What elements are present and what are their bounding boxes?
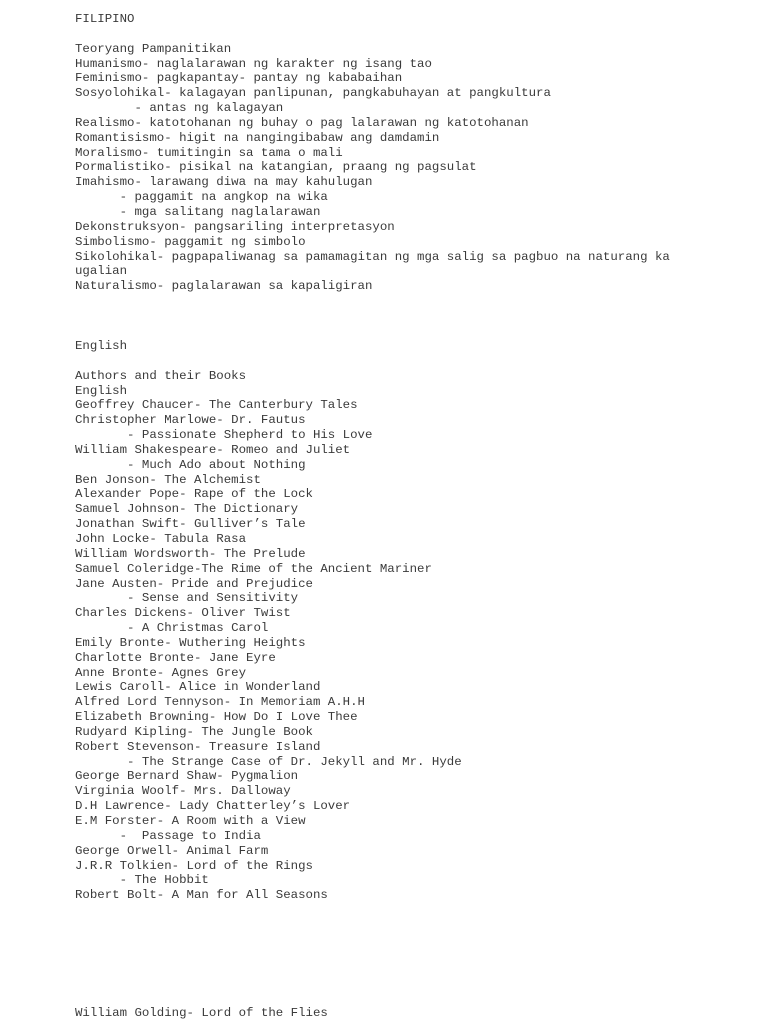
text-line: Elizabeth Browning- How Do I Love Thee [75, 710, 358, 725]
text-line: Humanismo- naglalarawan ng karakter ng isang tao [75, 56, 432, 71]
text-line [75, 354, 462, 369]
text-line: Robert Bolt- A Man for All Seasons [75, 888, 328, 903]
text-line: - Much Ado about Nothing [75, 457, 306, 472]
text-line: Christopher Marlowe- Dr. Fautus [75, 413, 306, 428]
text-line: Virginia Woolf- Mrs. Dalloway [75, 784, 291, 799]
text-line: Sikolohikal- pagpapaliwanag sa pamamagitan ng mga salig sa pagbuo na naturang ka [75, 249, 670, 264]
filipino-section [75, 12, 670, 294]
text-line: D.H Lawrence- Lady Chatterley’s Lover [75, 799, 351, 814]
text-line: Romantisismo- higit na nangingibabaw ang damdamin [75, 130, 440, 145]
text-line: Alfred Lord Tennyson- In Memoriam A.H.H [75, 695, 365, 710]
text-line: Charlotte Bronte- Jane Eyre [75, 650, 276, 665]
text-line: George Orwell- Animal Farm [75, 843, 269, 858]
text-line: William Golding- Lord of the Flies [75, 1006, 328, 1020]
text-line: E.M Forster- A Room with a View [75, 814, 306, 828]
text-line: Ben Jonson- The Alchemist [75, 472, 261, 487]
text-line: - mga salitang naglalarawan [75, 204, 321, 219]
text-line: English [75, 339, 128, 353]
text-line: ugalian [75, 264, 128, 279]
text-line: Simbolismo- paggamit ng simbolo [75, 234, 306, 249]
text-line: English [75, 383, 128, 398]
text-line: Alexander Pope- Rape of the Lock [75, 487, 313, 502]
text-line: - A Christmas Carol [75, 621, 269, 636]
text-line: Teoryang Pampanitikan [75, 41, 232, 56]
text-line: George Bernard Shaw- Pygmalion [75, 769, 299, 784]
text-line: - paggamit na angkop na wika [75, 190, 328, 205]
text-line: - antas ng kalagayan [75, 101, 284, 116]
text-line: - Sense and Sensitivity [75, 591, 299, 606]
text-line: - The Strange Case of Dr. Jekyll and Mr. Hyde [75, 754, 462, 769]
text-line: - The Hobbit [75, 873, 209, 888]
footer-section [75, 1006, 328, 1021]
text-line: William Shakespeare- Romeo and Juliet [75, 442, 351, 457]
text-line: - Passage to India [75, 828, 261, 843]
text-line: Samuel Coleridge-The Rime of the Ancient Mariner [75, 561, 432, 576]
text-line: - Passionate Shepherd to His Love [75, 428, 373, 443]
text-line: Feminismo- pagkapantay- pantay ng kababaihan [75, 71, 403, 86]
english-section [75, 339, 462, 903]
text-line: Lewis Caroll- Alice in Wonderland [75, 680, 321, 695]
text-line: Imahismo- larawang diwa na may kahulugan [75, 175, 373, 190]
text-line: Moralismo- tumitingin sa tama o mali [75, 145, 343, 160]
text-line: Geoffrey Chaucer- The Canterbury Tales [75, 398, 358, 413]
text-line: Naturalismo- paglalarawan sa kapaligiran [75, 279, 373, 294]
text-line: Authors and their Books [75, 368, 247, 383]
text-line: Pormalistiko- pisikal na katangian, praang ng pagsulat [75, 160, 477, 175]
text-line: Charles Dickens- Oliver Twist [75, 606, 291, 621]
text-line [75, 27, 670, 42]
text-line: FILIPINO [75, 12, 135, 26]
text-line: Sosyolohikal- kalagayan panlipunan, pangkabuhayan at pangkultura [75, 86, 551, 101]
text-line: Jonathan Swift- Gulliver’s Tale [75, 517, 306, 532]
text-line: Rudyard Kipling- The Jungle Book [75, 724, 313, 739]
text-line: Emily Bronte- Wuthering Heights [75, 635, 306, 650]
text-line: Realismo- katotohanan ng buhay o pag lalarawan ng katotohanan [75, 115, 529, 130]
text-line: J.R.R Tolkien- Lord of the Rings [75, 858, 313, 873]
text-line: Dekonstruksyon- pangsariling interpretasyon [75, 219, 395, 234]
text-line: Robert Stevenson- Treasure Island [75, 739, 321, 754]
text-line: Anne Bronte- Agnes Grey [75, 665, 247, 680]
text-line: John Locke- Tabula Rasa [75, 531, 247, 546]
text-line: William Wordsworth- The Prelude [75, 546, 306, 561]
text-line: Samuel Johnson- The Dictionary [75, 502, 299, 517]
text-line: Jane Austen- Pride and Prejudice [75, 576, 313, 591]
